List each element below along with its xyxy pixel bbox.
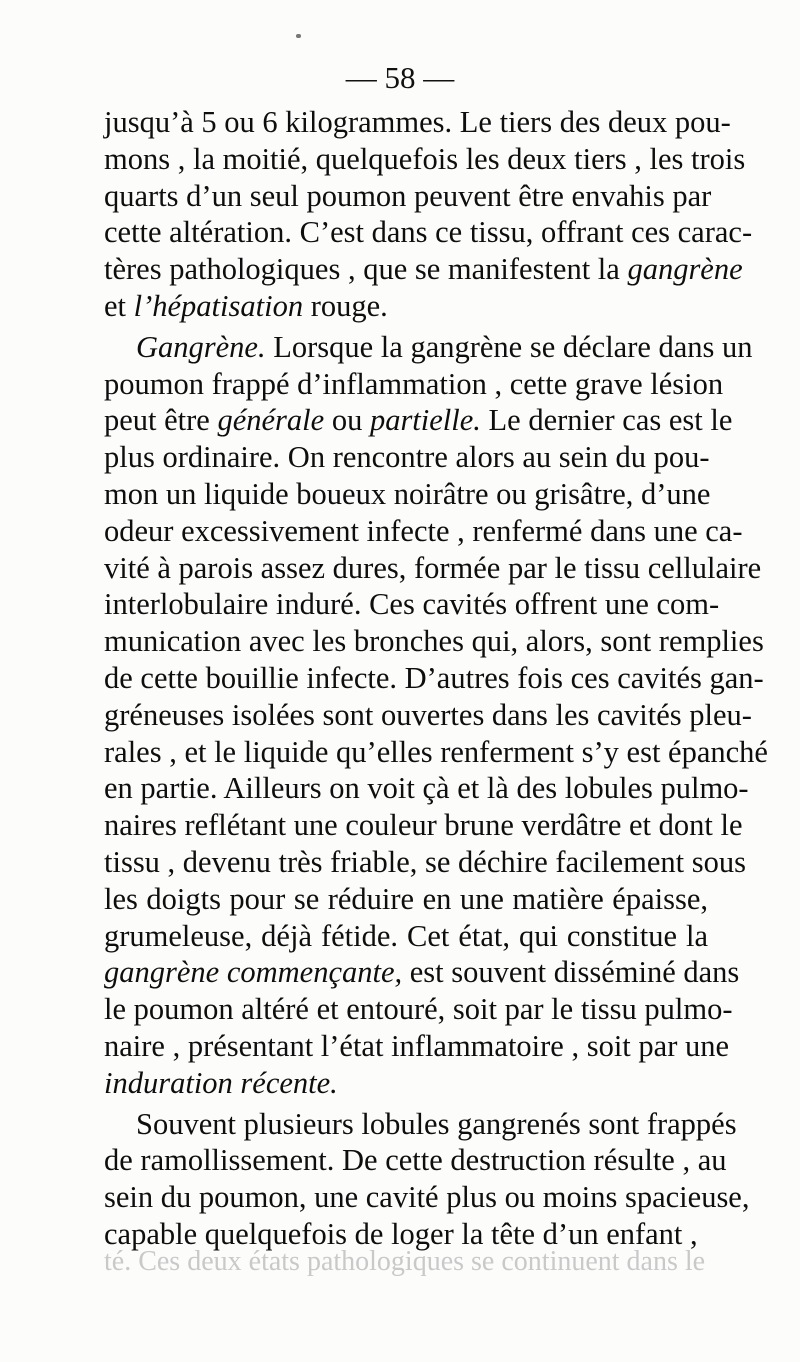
text-run: Souvent plusieurs lobules gangrenés sont frappés [136, 1106, 737, 1141]
text-line [104, 1142, 727, 1179]
italic-term: générale [217, 403, 325, 438]
paragraph [104, 329, 768, 1102]
text-line [104, 954, 740, 991]
text-line [104, 104, 731, 141]
italic-term: gangrène commençante, [104, 955, 403, 990]
text-line [104, 807, 743, 844]
text-line [104, 550, 762, 587]
text-run: jusqu’à 5 ou 6 kilogrammes. Le tiers des deux pou- [104, 105, 731, 139]
body-text [104, 104, 768, 1253]
text-run: vité à parois assez dures, formée par le tissu cellulaire [104, 550, 762, 585]
text-run: munication avec les bronches qui, alors, sont remplies [104, 624, 764, 659]
text-run: mon un liquide boueux noirâtre ou grisâtre, d’une [104, 476, 711, 511]
italic-term: gangrène [627, 252, 743, 287]
text-run: de cette bouillie infecte. D’autres fois ces cavités gan- [104, 660, 764, 695]
text-run: tères pathologiques , que se manifestent la [104, 252, 628, 287]
text-run: de ramollissement. De cette destruction résulte , au [104, 1143, 727, 1178]
text-line [104, 660, 764, 697]
text-run: quarts d’un seul poumon peuvent être envahis par [104, 178, 712, 213]
text-run: et [104, 288, 134, 323]
text-run: cette altération. C’est dans ce tissu, offrant ces carac- [104, 215, 753, 250]
paragraph [104, 1106, 750, 1253]
ink-speck [296, 34, 301, 38]
text-run: naire , présentant l’état inflammatoire , soit par une [104, 1028, 730, 1063]
text-line [104, 1028, 730, 1065]
text-run: mons , la moitié, quelquefois les deux tiers , les trois [104, 141, 746, 176]
text-run: odeur excessivement infecte , renfermé dans une ca- [104, 513, 743, 548]
italic-term: partielle. [369, 403, 481, 438]
text-line [104, 623, 764, 660]
text-run: plus ordinaire. On rencontre alors au sein du pou- [104, 440, 710, 475]
text-line [104, 288, 708, 325]
text-run: en partie. Ailleurs on voit çà et là des lobules pulmo- [104, 771, 749, 806]
text-line [104, 1065, 708, 1102]
paragraph [104, 104, 753, 325]
text-line [104, 770, 749, 807]
text-line [104, 844, 746, 881]
text-run: les doigts pour se réduire en une matière épaisse, [104, 881, 708, 916]
text-line [104, 402, 733, 439]
text-line [104, 586, 720, 623]
text-line [104, 881, 708, 918]
text-run: capable quelquefois de loger la tête d’un enfant , [104, 1216, 698, 1251]
text-run: naires reflétant une couleur brune verdâtre et dont le [104, 808, 743, 843]
text-line [104, 476, 711, 513]
text-line [104, 513, 743, 550]
text-line [104, 141, 746, 178]
text-run: le poumon altéré et entouré, soit par le tissu pulmo- [104, 992, 733, 1027]
text-line [104, 178, 712, 215]
italic-term: l’hépatisation [133, 288, 304, 323]
text-line [104, 251, 743, 288]
text-line [104, 734, 768, 771]
text-line [104, 214, 753, 251]
text-line [104, 918, 708, 955]
text-run: ou [324, 403, 370, 438]
italic-term: induration récente. [104, 1065, 338, 1100]
text-run: interlobulaire induré. Ces cavités offrent une com- [104, 587, 720, 622]
text-run: Lorsque la gangrène se déclare dans un [265, 329, 753, 364]
text-run: poumon frappé d’inflammation , cette grave lésion [104, 366, 724, 401]
text-run: sein du poumon, une cavité plus ou moins spacieuse, [104, 1180, 750, 1215]
text-run: tissu , devenu très friable, se déchire facilement sous [104, 844, 746, 879]
text-run: rouge. [303, 288, 388, 323]
text-line [104, 1106, 737, 1143]
text-line [104, 366, 724, 403]
text-run: gréneuses isolées sont ouvertes dans les cavités pleu- [104, 697, 752, 732]
text-line [104, 1179, 750, 1216]
text-run: est souvent disséminé dans [402, 955, 740, 990]
text-run: peut être [104, 403, 218, 438]
text-line [104, 991, 733, 1028]
text-line [104, 439, 708, 476]
bleed-through-text: té. Ces deux états pathologiques se continuent dans le [104, 1246, 706, 1277]
page-number: — 58 — [345, 60, 455, 95]
text-run: rales , et le liquide qu’elles renferment s’y est épanché [104, 734, 768, 769]
text-run: grumeleuse, déjà fétide. Cet état, qui constitue la [104, 918, 708, 953]
italic-term: Gangrène. [136, 329, 266, 364]
text-line [104, 697, 752, 734]
text-line [104, 329, 753, 366]
text-run: Le dernier cas est le [480, 403, 733, 438]
